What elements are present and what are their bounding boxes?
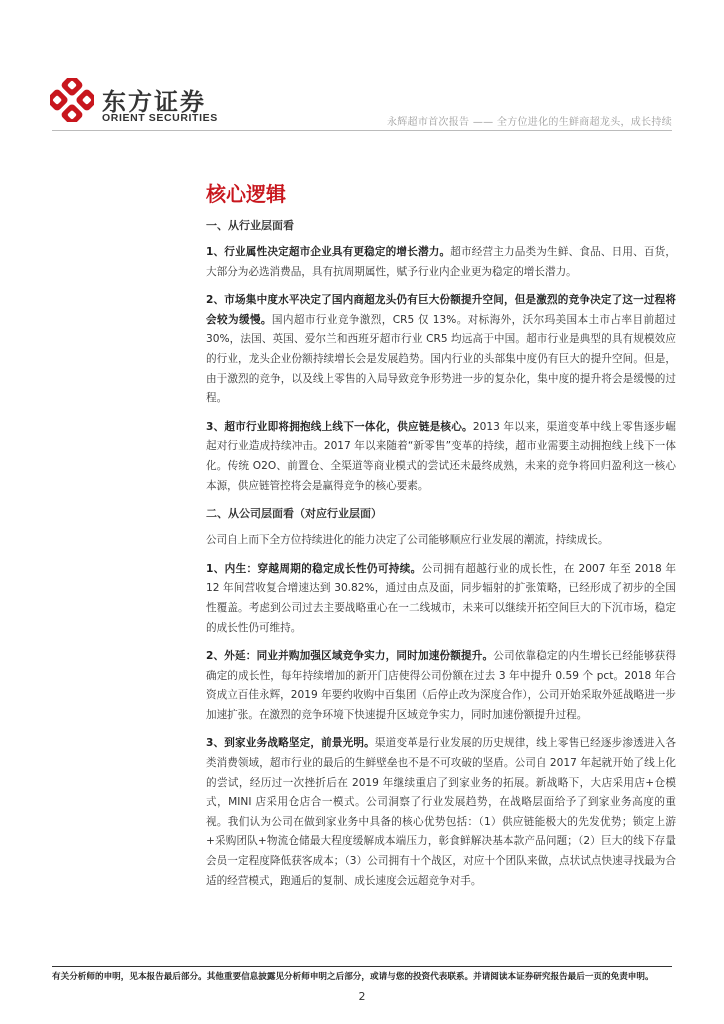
paragraph-lead: 3、超市行业即将拥抱线上线下一体化，供应链是核心。 [206,420,473,433]
paragraph-lead: 1、行业属性决定超市企业具有更稳定的增长潜力。 [206,246,451,258]
paragraph-body: 超市经营主力品类为生鲜、食品、日用、百货，大部分为必选消费品，具有抗周期属性，赋予行业内企业更为稳定的增长潜力。 [206,246,677,278]
orient-logo-icon [50,78,94,122]
paragraph-company-1 [206,560,676,638]
report-tagline: 永辉超市首次报告 —— 全方位进化的生鲜商超龙头，成长持续 [386,117,672,128]
section-heading-company: 二、从公司层面看（对应行业层面） [206,507,382,521]
brand-name-en: ORIENT SECURITIES [102,112,218,124]
paragraph-industry-2 [206,291,676,409]
paragraph-industry-1 [206,243,676,282]
paragraph-lead: 2、外延：同业并购加强区域竞争实力，同时加速份额提升。 [206,650,494,663]
paragraph-body: 2013 年以来，渠道变革中线上零售逐步崛起对行业造成持续冲击。2017 年以来随着“新零售”变革的持续，超市业需要主动拥抱线上线下一体化。传统 O2O、前置仓、全渠道等商业模式的尝试还未最终成熟，未来的竞争将回归盈利这一核心本源，供应链管控将会是赢得竞争的核心要素。 [206,420,677,492]
paragraph-lead: 1、内生：穿越周期的稳定成长性仍可持续。 [206,562,422,575]
paragraph-company-3 [206,734,676,891]
paragraph-body: 公司依靠稳定的内生增长已经能够获得确定的成长性，每年持续增加的新开门店使得公司份额在过去 3 年中提升 0.59 个 pct。2018 年合资成立百佳永辉，2019 年要约收购中百集团（后停止改为深度合作），公司开始采取外延战略进一步加速扩张。在激烈的竞争环境下快速提升区域竞争实力，同时加速份额提升过程。 [206,650,676,721]
paragraph-body: 公司拥有超越行业的成长性，在 2007 年至 2018 年 12 年间营收复合增速达到 30.82%，通过由点及面，同步辐射的扩张策略，已经形成了初步的全国性覆盖。考虑到公司过去主要战略重心在一二线城市，未来可以继续开拓空间巨大的下沉市场，稳定的成长性仍可维持。 [206,562,677,634]
paragraph-lead: 3、到家业务战略坚定，前景光明。 [206,737,375,750]
brand-logo [50,70,270,130]
paragraph-lead: 2、市场集中度水平决定了国内商超龙头仍有巨大份额提升空间，但是激烈的竞争决定了这一过程将会较为缓慢。 [206,294,676,326]
paragraph-body: 国内超市行业竞争激烈，CR5 仅 13%。对标海外，沃尔玛美国本土市占率目前超过 30%，法国、英国、爱尔兰和西班牙超市行业 CR5 均远高于中国。超市行业是典型的具有规模效应的行业，龙头企业份额持续增长会是发展趋势。国内行业的头部集中度仍有巨大的提升空间。但是，由于激烈的竞争，以及线上零售的入局导致竞争形势进一步的复杂化，集中度的提升将会是缓慢的过程。 [206,313,677,405]
paragraph-company-2 [206,647,676,725]
footer-disclaimer: 有关分析师的申明，见本报告最后部分。其他重要信息披露见分析师申明之后部分，或请与您的投资代表联系。并请阅读本证券研究报告最后一页的免责申明。 [52,972,654,982]
page-title: 核心逻辑 [206,182,286,206]
main-content [206,178,676,900]
paragraph-company-intro: 公司自上而下全方位持续进化的能力决定了公司能够顺应行业发展的潮流，持续成长。 [206,534,609,547]
page-header [0,0,724,130]
header-divider [52,130,672,131]
section-heading-industry: 一、从行业层面看 [206,219,294,232]
brand-name-cn: 东方证券 [102,88,206,116]
page-number: 2 [358,990,366,1003]
footer-divider [52,966,672,967]
paragraph-body: 渠道变革是行业发展的历史规律，线上零售已经逐步渗透进入各类消费领域，超市行业的最后的生鲜壁垒也不是不可攻破的坚盾。公司自 2017 年起就开始了线上化的尝试，经历过一次挫折后在 2019 年继续重启了到家业务的拓展。新战略下，大店采用店+仓模式，MINI 店采用仓店合一模式。公司洞察了行业发展趋势，在战略层面给予了到家业务高度的重视。我们认为公司在做到家业务中具备的核心优势包括：（1）供应链能极大的先发优势；锁定上游+采购团队+物流仓储最大程度缓解成本端压力，彰食鲜解决基本款产品问题；（2）巨大的线下存量会员一定程度降低获客成本；（3）公司拥有十个战区，对应十个团队来做，点状试点快速寻找最为合适的经营模式，跑通后的复制、成长速度会远超竞争对手。 [206,737,676,887]
paragraph-industry-3 [206,418,676,496]
